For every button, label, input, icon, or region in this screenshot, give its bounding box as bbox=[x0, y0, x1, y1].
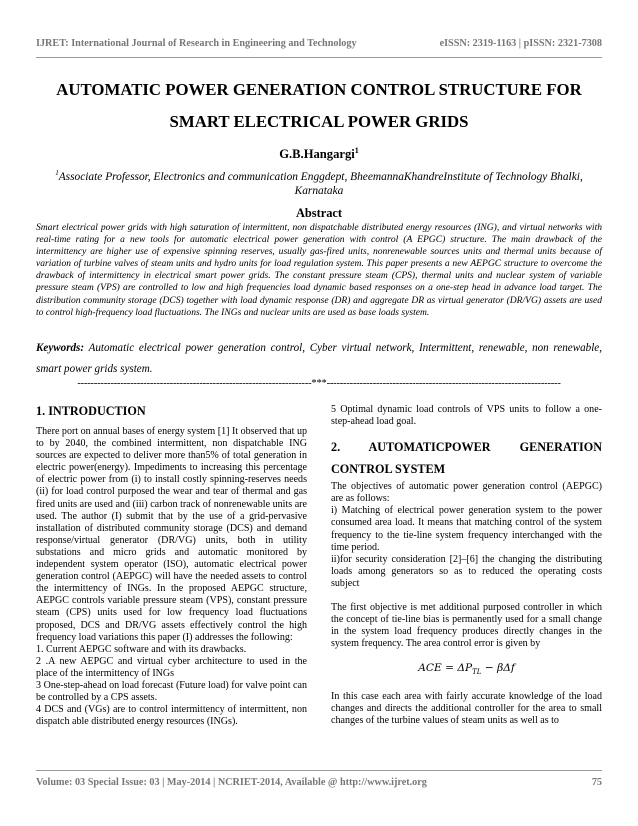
paper-title bbox=[30, 74, 608, 138]
section-2-number: 2. bbox=[331, 440, 341, 455]
keywords-label: Keywords: bbox=[36, 342, 85, 354]
affiliation-sup: 1 bbox=[55, 169, 59, 177]
objectives-intro: The objectives of automatic power generation control (AEPGC) are as follows: bbox=[331, 481, 602, 505]
left-column bbox=[36, 404, 307, 728]
header-rule bbox=[36, 57, 602, 58]
title-line-1: AUTOMATIC POWER GENERATION CONTROL STRUCTURE FOR bbox=[56, 80, 582, 99]
affiliation-text: Associate Professor, Electronics and communication Enggdept, BheemannaKhandreInstitute of Technology Bhalki, Karnataka bbox=[58, 170, 583, 197]
section-2-word-1: AUTOMATICPOWER bbox=[368, 440, 491, 455]
section-2-heading-line-2: CONTROL SYSTEM bbox=[331, 462, 446, 477]
abstract-text: Smart electrical power grids with high saturation of intermittent, non dispatchable distributed energy resources (ING), and virtual networks with real-time rating for a new tools for automatic electrical power generation with control (A EPGC) structure. The main drawback of the intermittency are higher use of expensive spinning reserves, usually gas-fired units, nonrenewable sources units and thermal units because of variation of turbine valves of steam units and hydro units for load regulation system. This paper presents a new AEPGC structure to overcome the drawback of intermittency in electrical smart power grids. The constant pressure steam (CPS), thermal units and nuclear system of variable pressure steam (VPS) are controlled to low and high frequencies load dynamic based responses on a one-step head in advance load target. The distribution community storage (DCS) together with load dynamic response (DR) and aggregate DR as virtual generator (DR/VG) assets are used to control high-frequency load fluctuations. The INGs and nuclear units are used as base loads system. bbox=[36, 222, 602, 318]
title-line-2: SMART ELECTRICAL POWER GRIDS bbox=[169, 112, 469, 131]
closing-paragraph: In this case each area with fairly accurate knowledge of the load changes and directs the additional controller for the area to small changes of the turbine values of steam units as well as to bbox=[331, 690, 602, 726]
author bbox=[0, 146, 638, 162]
equation-lhs: ACE = ΔP bbox=[418, 662, 473, 675]
journal-name: IJRET: International Journal of Research in Engineering and Technology bbox=[36, 38, 357, 49]
right-column bbox=[331, 404, 602, 727]
list-item: 4 DCS and (VGs) are to control intermittency of intermittent, non dispatch able distributed energy resources (INGs). bbox=[36, 704, 307, 728]
list-item: 2 .A new AEPGC and virtual cyber architecture to used in the place of the intermittency of INGs bbox=[36, 655, 307, 679]
objective-2: ii)for security consideration [2]–[6] the changing the distributing loads among generators so as to reduced the operating costs subject bbox=[331, 553, 602, 589]
tie-line-paragraph: The first objective is met additional purposed controller in which the concept of tie-line bias is permanently used for a small change in the system load frequency produces directly changes in the system frequency. The area control error is given by bbox=[331, 602, 602, 650]
footer-citation: Volume: 03 Special Issue: 03 | May-2014 | NCRIET-2014, Available @ http://www.ijret.org bbox=[36, 777, 427, 788]
equation-rhs: − βΔf bbox=[481, 662, 515, 675]
paragraph-gap bbox=[331, 590, 602, 602]
introduction-heading: 1. INTRODUCTION bbox=[36, 404, 146, 418]
author-sup: 1 bbox=[354, 146, 359, 155]
running-footer bbox=[36, 777, 602, 788]
footer-rule bbox=[36, 770, 602, 771]
section-2-word-2: GENERATION bbox=[519, 440, 602, 455]
equation-subscript: TL bbox=[472, 668, 482, 677]
running-header bbox=[36, 38, 602, 49]
keywords-text: Automatic electrical power generation control, Cyber virtual network, Intermittent, renewable, non renewable, smart power grids system. bbox=[36, 342, 602, 375]
issn-text: eISSN: 2319-1163 | pISSN: 2321-7308 bbox=[439, 38, 602, 49]
list-item: 5 Optimal dynamic load controls of VPS units to follow a one-step-ahead load goal. bbox=[331, 404, 602, 428]
section-divider: -----------------------------------------------------------------------***----------------------------------------------------------------------- bbox=[77, 378, 561, 389]
ace-equation bbox=[331, 662, 602, 678]
author-name: G.B.Hangargi bbox=[279, 147, 355, 162]
objective-1: i) Matching of electrical power generation system to the power consumed area load. It means that matching control of the system frequency to the tie-line system frequency interchanged with the time period. bbox=[331, 505, 602, 553]
section-2-heading bbox=[331, 436, 602, 459]
list-item: 1. Current AEPGC software and with its drawbacks. bbox=[36, 643, 247, 655]
keywords bbox=[36, 338, 602, 380]
introduction-paragraph: There port on annual bases of energy system [1] It observed that up to by 2040, the combined intermittent, non dispatchable ING sources are expected to deliver more than5% of total generation in electric power(energy). Impediments to increasing this percentage of electric power from (i) to install costly spinning-reserves needs (ii) for load control purposed the wear and tear of thermal and gas fired units are used and (iii) carbon track of nonrenewable units are used. The author (I) submit that by the use of a grid-pervasive installation of distributed community storage (DCS) and demand response/virtual generator (DR/VG) units, both in utility substations and micro grids and automatic monitored by independent system operator (ISO), automatic electrical power generation control (AEPGC) will have the needed assets to control the intermittency of INGs. In the proposed AEPGC structure, AEPGC controls variable pressure steam (VPS), constant pressure steam (CPS) units used for low frequency load fluctuations proposed, DCS and DR/VG assets effectively control the high frequency load variations this paper (I) addresses the following: bbox=[36, 426, 308, 643]
affiliation bbox=[40, 166, 598, 198]
page-number: 75 bbox=[591, 777, 602, 788]
abstract-heading: Abstract bbox=[295, 206, 343, 220]
list-item: 3 One-step-ahead on load forecast (Future load) for valve point can be controlled by a CPS assets. bbox=[36, 679, 307, 704]
